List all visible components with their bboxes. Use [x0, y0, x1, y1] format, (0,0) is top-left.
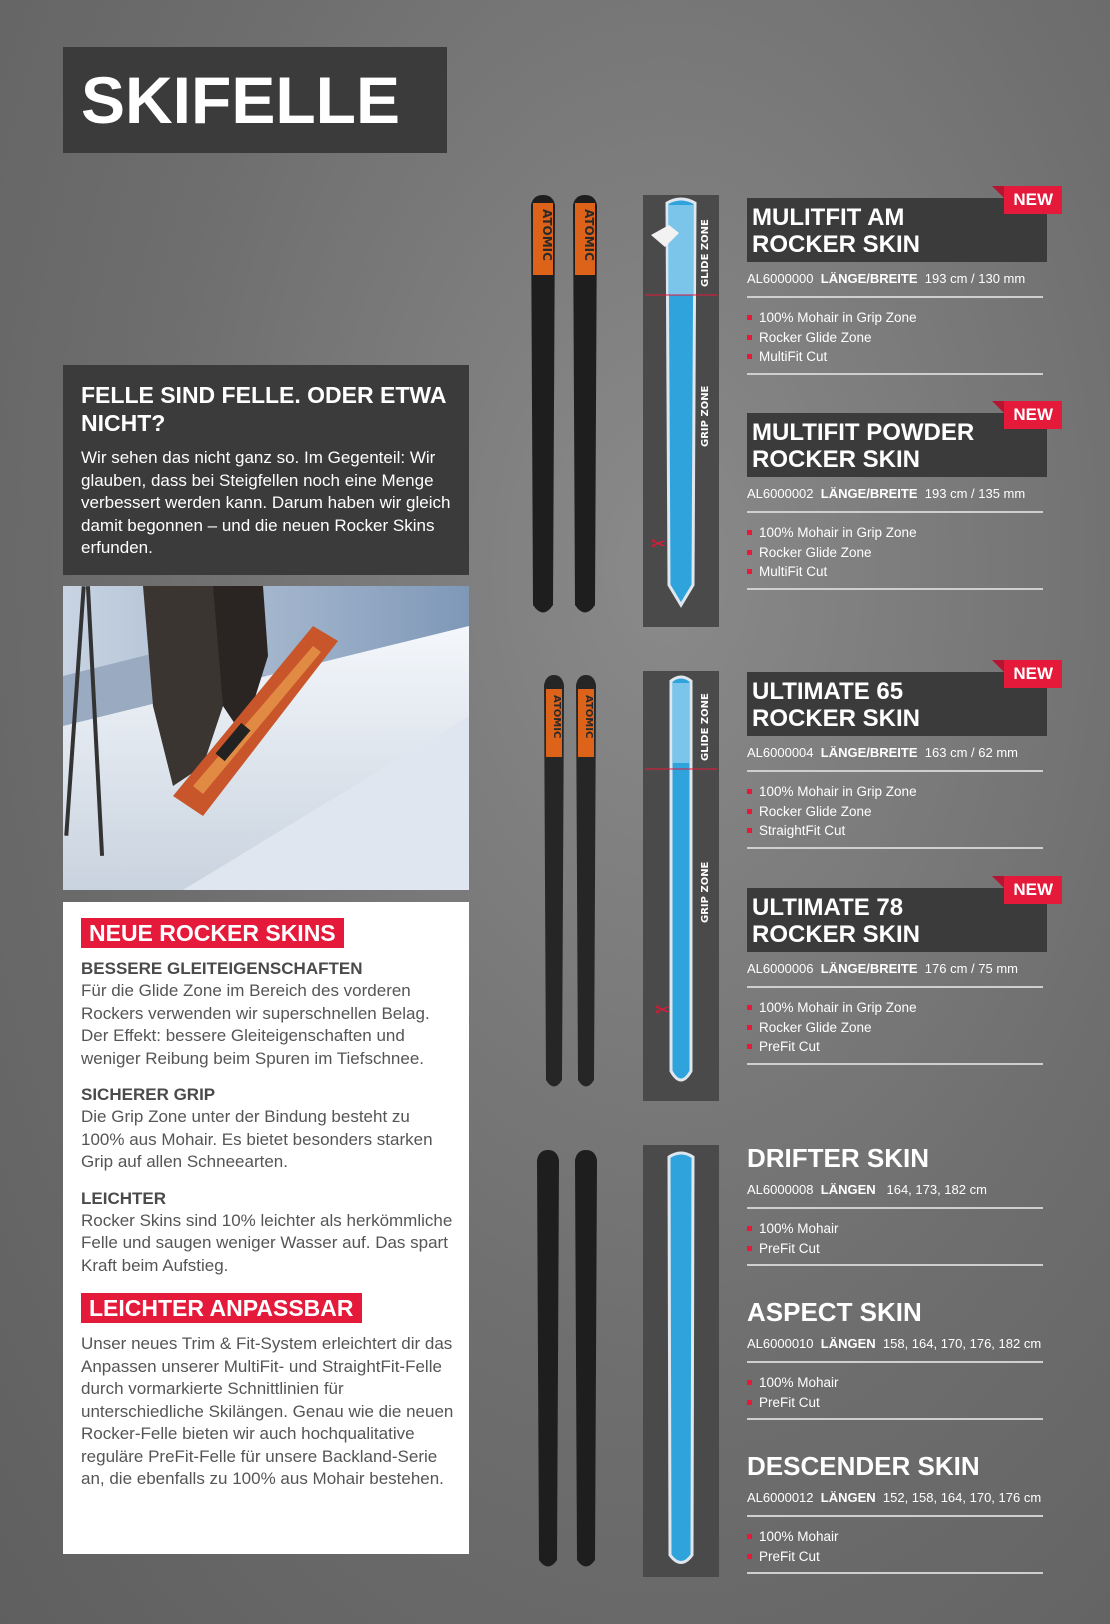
product-3-header [747, 664, 1053, 736]
product-3-spec-value: 163 cm / 62 mm [924, 745, 1018, 760]
feature-item: Rocker Glide Zone [747, 543, 1043, 563]
product-2-spec-label: LÄNGE/BREITE [820, 486, 918, 501]
product-5-features [747, 1209, 1043, 1266]
subheading-light: LEICHTER [81, 1188, 166, 1208]
feature-item: Rocker Glide Zone [747, 1018, 1043, 1038]
product-6-code: AL6000010 [747, 1336, 814, 1351]
ski-brand-1b: ATOMIC [582, 209, 596, 261]
intro-box [63, 365, 469, 575]
feature-item: 100% Mohair in Grip Zone [747, 523, 1043, 543]
feature-item: MultiFit Cut [747, 562, 1043, 582]
feature-item: 100% Mohair in Grip Zone [747, 308, 1043, 328]
product-2-name-line2: ROCKER SKIN [752, 446, 921, 473]
subheading-grip: SICHERER GRIP [81, 1085, 216, 1104]
ski-brand-1a: ATOMIC [540, 209, 554, 261]
product-2-features [747, 513, 1043, 590]
text-easier-fit: Unser neues Trim & Fit-System erleichtert dir das Anpassen unserer MultiFit- und StraightFit-Felle durch vormarkierte Schnittlinien für unterschiedliche Skilängen. Genau wie die neuen Rocker-Felle bieten wir auch hochqualitative reguläre PreFit-Felle für unsere Backland-Serie an, die ebenfalls zu 100% aus Mohair bestehen. [81, 1334, 454, 1488]
product-drifter [747, 1143, 1043, 1266]
product-1-header [747, 190, 1053, 262]
product-ultimate-78 [747, 880, 1053, 1065]
new-badge: NEW [1004, 876, 1062, 904]
product-4-spec-value: 176 cm / 75 mm [924, 961, 1018, 976]
feature-item: PreFit Cut [747, 1239, 1043, 1259]
grip-zone-label-2: GRIP ZONE [700, 861, 711, 923]
product-3-name-line1: ULTIMATE 65 [752, 678, 904, 705]
product-5-code-row [747, 1173, 1043, 1209]
text-glide: Für die Glide Zone im Bereich des vorderen Rockers verwenden wir superschnellen Belag. Der Effekt: bessere Gleiteigenschaften und weniger Reibung beim Spuren im Tiefschnee. [81, 981, 430, 1068]
feature-item: MultiFit Cut [747, 347, 1043, 367]
feature-item: PreFit Cut [747, 1393, 1043, 1413]
feature-item: 100% Mohair [747, 1527, 1043, 1547]
ski-brand-2b: ATOMIC [583, 695, 594, 739]
product-6-name: ASPECT SKIN [747, 1297, 922, 1327]
new-badge: NEW [1004, 660, 1062, 688]
product-7-code-row [747, 1481, 1043, 1517]
feature-item: 100% Mohair in Grip Zone [747, 998, 1043, 1018]
ski-pair-3-image [533, 1150, 605, 1575]
product-2-code-row [747, 477, 1043, 513]
product-1-features [747, 298, 1043, 375]
page-title: SKIFELLE [81, 63, 401, 137]
subheading-glide: BESSERE GLEITEIGENSCHAFTEN [81, 959, 363, 978]
product-5-spec-label: LÄNGEN [820, 1182, 876, 1197]
info-box [63, 902, 469, 1554]
product-3-spec-label: LÄNGE/BREITE [820, 745, 918, 760]
grip-zone-label-1: GRIP ZONE [700, 385, 711, 447]
scissors-icon: ✂ [651, 534, 667, 555]
skin-panel-2 [643, 671, 719, 1101]
product-2-spec-value: 193 cm / 135 mm [924, 486, 1026, 501]
text-grip: Die Grip Zone unter der Bindung besteht zu 100% aus Mohair. Es bietet besonders starken Grip auf allen Schneearten. [81, 1107, 433, 1171]
product-1-name-line2: ROCKER SKIN [752, 231, 921, 258]
product-3-features [747, 772, 1043, 849]
product-1-code: AL6000000 [747, 271, 814, 286]
product-1-code-row [747, 262, 1043, 298]
product-7-spec-label: LÄNGEN [820, 1490, 876, 1505]
skin-panel-1 [643, 195, 719, 627]
product-descender [747, 1451, 1043, 1574]
product-ultimate-65 [747, 664, 1053, 849]
product-6-code-row [747, 1327, 1043, 1363]
ski-brand-2a: ATOMIC [551, 695, 562, 739]
product-6-features [747, 1363, 1043, 1420]
section-tag-new-rocker-skins: NEUE ROCKER SKINS [81, 918, 344, 948]
product-1-spec-label: LÄNGE/BREITE [820, 271, 918, 286]
product-4-code-row [747, 952, 1043, 988]
ski-pair-2-image [540, 675, 604, 1095]
feature-item: PreFit Cut [747, 1037, 1043, 1057]
section-tag-easier-fit: LEICHTER ANPASSBAR [81, 1293, 362, 1323]
product-3-code-row [747, 736, 1043, 772]
product-multifit-am [747, 190, 1053, 375]
product-2-name-line1: MULTIFIT POWDER [752, 419, 975, 446]
product-7-code: AL6000012 [747, 1490, 814, 1505]
product-3-name-line2: ROCKER SKIN [752, 705, 921, 732]
product-4-spec-label: LÄNGE/BREITE [820, 961, 918, 976]
ski-touring-photo [63, 586, 469, 890]
product-2-code: AL6000002 [747, 486, 814, 501]
product-4-name-line1: ULTIMATE 78 [752, 894, 904, 921]
product-1-name-line1: MULITFIT AM [752, 204, 905, 231]
product-4-name-line2: ROCKER SKIN [752, 921, 921, 948]
product-5-name: DRIFTER SKIN [747, 1143, 929, 1173]
feature-item: 100% Mohair [747, 1219, 1043, 1239]
product-7-spec-value: 152, 158, 164, 170, 176 cm [882, 1490, 1042, 1505]
page-title-box [63, 47, 447, 153]
intro-heading: FELLE SIND FELLE. ODER ETWA NICHT? [81, 382, 446, 436]
product-multifit-powder [747, 405, 1053, 590]
feature-item: Rocker Glide Zone [747, 802, 1043, 822]
feature-item: 100% Mohair in Grip Zone [747, 782, 1043, 802]
product-7-features [747, 1517, 1043, 1574]
product-6-spec-value: 158, 164, 170, 176, 182 cm [882, 1336, 1042, 1351]
glide-zone-label-2: GLIDE ZONE [700, 693, 711, 761]
product-1-spec-value: 193 cm / 130 mm [924, 271, 1026, 286]
product-5-spec-value: 164, 173, 182 cm [886, 1182, 987, 1197]
feature-item: StraightFit Cut [747, 821, 1043, 841]
feature-item: 100% Mohair [747, 1373, 1043, 1393]
new-badge: NEW [1004, 186, 1062, 214]
feature-item: PreFit Cut [747, 1547, 1043, 1567]
product-4-header [747, 880, 1053, 952]
skin-panel-3 [643, 1145, 719, 1577]
intro-text: Wir sehen das nicht ganz so. Im Gegenteil: Wir glauben, dass bei Steigfellen noch eine Menge verbessert werden kann. Darum haben wir gleich damit begonnen – und die neuen Rocker Skins erfunden. [81, 448, 451, 557]
product-5-code: AL6000008 [747, 1182, 814, 1197]
feature-item: Rocker Glide Zone [747, 328, 1043, 348]
product-3-code: AL6000004 [747, 745, 814, 760]
product-2-header [747, 405, 1053, 477]
product-7-name: DESCENDER SKIN [747, 1451, 980, 1481]
new-badge: NEW [1004, 401, 1062, 429]
scissors-icon-2: ✂ [655, 1000, 671, 1021]
glide-zone-label-1: GLIDE ZONE [700, 219, 711, 287]
text-light: Rocker Skins sind 10% leichter als herkömmliche Felle und saugen weniger Wasser auf. Das spart Kraft beim Aufstieg. [81, 1210, 453, 1275]
product-4-code: AL6000006 [747, 961, 814, 976]
product-4-features [747, 988, 1043, 1065]
product-6-spec-label: LÄNGEN [820, 1336, 876, 1351]
ski-pair-1-image [525, 195, 605, 623]
product-aspect [747, 1297, 1043, 1420]
